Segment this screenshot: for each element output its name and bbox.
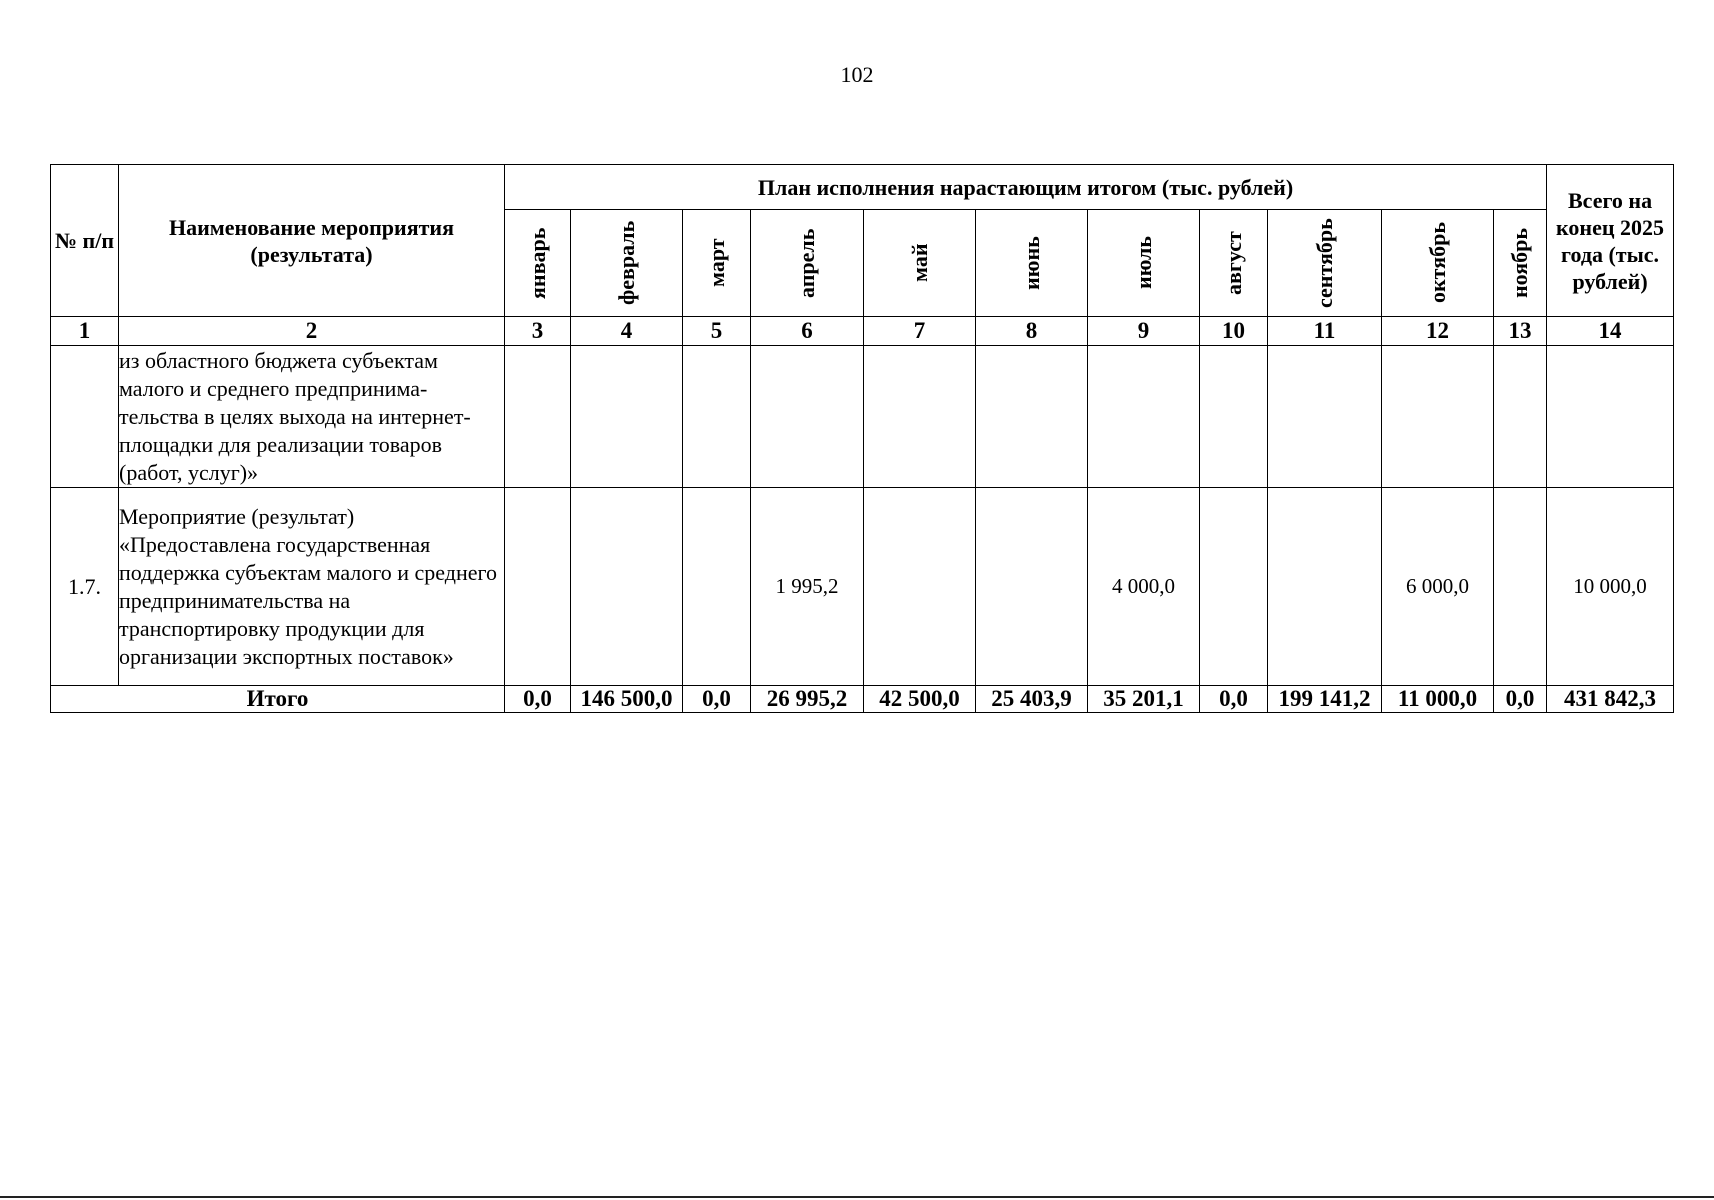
header-num: № п/п: [51, 165, 119, 317]
column-number: 13: [1494, 317, 1547, 346]
row-index: [51, 346, 119, 488]
row-index: 1.7.: [51, 488, 119, 686]
column-number: 9: [1088, 317, 1200, 346]
total-row: [51, 686, 1674, 713]
row-value: [1268, 488, 1382, 686]
header-month: июнь: [976, 210, 1088, 317]
row-value: [751, 346, 864, 488]
header-group-title: План исполнения нарастающим итогом (тыс. рублей): [505, 165, 1547, 210]
row-value: [683, 488, 751, 686]
total-value: 0,0: [505, 686, 571, 713]
header-month: сентябрь: [1268, 210, 1382, 317]
row-value: [1547, 346, 1674, 488]
total-value: 42 500,0: [864, 686, 976, 713]
column-number: 8: [976, 317, 1088, 346]
total-value: 11 000,0: [1382, 686, 1494, 713]
row-name: из областного бюджета субъектам малого и среднего предпринима-тельства в целях выхода на интернет-площадки для реализации товаров (работ, услуг)»: [119, 346, 505, 488]
column-number: 4: [571, 317, 683, 346]
row-value: 1 995,2: [751, 488, 864, 686]
total-value: 431 842,3: [1547, 686, 1674, 713]
header-month: март: [683, 210, 751, 317]
row-value: [1494, 346, 1547, 488]
bottom-edge-line: [0, 1196, 1714, 1198]
column-number: 10: [1200, 317, 1268, 346]
header-month: январь: [505, 210, 571, 317]
header-month: апрель: [751, 210, 864, 317]
row-value: [1268, 346, 1382, 488]
row-value: [976, 346, 1088, 488]
table-row: [51, 346, 1674, 488]
total-label: Итого: [51, 686, 505, 713]
row-value: [683, 346, 751, 488]
row-value: [505, 346, 571, 488]
column-number: 14: [1547, 317, 1674, 346]
row-value: [1494, 488, 1547, 686]
column-number: 11: [1268, 317, 1382, 346]
row-value: 4 000,0: [1088, 488, 1200, 686]
header-month: август: [1200, 210, 1268, 317]
total-value: 26 995,2: [751, 686, 864, 713]
header-total: Всего на конец 2025 года (тыс. рублей): [1547, 165, 1674, 317]
column-number-row: [51, 317, 1674, 346]
table-row: [51, 488, 1674, 686]
row-value: [571, 346, 683, 488]
total-value: 25 403,9: [976, 686, 1088, 713]
row-value: [1200, 346, 1268, 488]
total-value: 35 201,1: [1088, 686, 1200, 713]
row-value: 6 000,0: [1382, 488, 1494, 686]
row-value: [1088, 346, 1200, 488]
total-value: 146 500,0: [571, 686, 683, 713]
column-number: 6: [751, 317, 864, 346]
header-month: июль: [1088, 210, 1200, 317]
column-number: 2: [119, 317, 505, 346]
total-value: 0,0: [683, 686, 751, 713]
header-month: май: [864, 210, 976, 317]
row-name: Мероприятие (результат) «Предоставлена государственная поддержка субъектам малого и среднего предпринимательства на транспортировку продукции для организации экспортных поставок»: [119, 488, 505, 686]
total-value: 199 141,2: [1268, 686, 1382, 713]
row-value: [976, 488, 1088, 686]
header-month: февраль: [571, 210, 683, 317]
header-month: ноябрь: [1494, 210, 1547, 317]
column-number: 7: [864, 317, 976, 346]
row-value: [864, 346, 976, 488]
row-value: [864, 488, 976, 686]
column-number: 12: [1382, 317, 1494, 346]
header-name: Наименование мероприятия (результата): [119, 165, 505, 317]
column-number: 1: [51, 317, 119, 346]
row-value: [1382, 346, 1494, 488]
plan-table: [50, 164, 1674, 713]
total-value: 0,0: [1200, 686, 1268, 713]
total-value: 0,0: [1494, 686, 1547, 713]
header-month: октябрь: [1382, 210, 1494, 317]
column-number: 3: [505, 317, 571, 346]
row-value: [505, 488, 571, 686]
page-number: 102: [840, 62, 874, 87]
row-value: 10 000,0: [1547, 488, 1674, 686]
row-value: [1200, 488, 1268, 686]
row-value: [571, 488, 683, 686]
column-number: 5: [683, 317, 751, 346]
